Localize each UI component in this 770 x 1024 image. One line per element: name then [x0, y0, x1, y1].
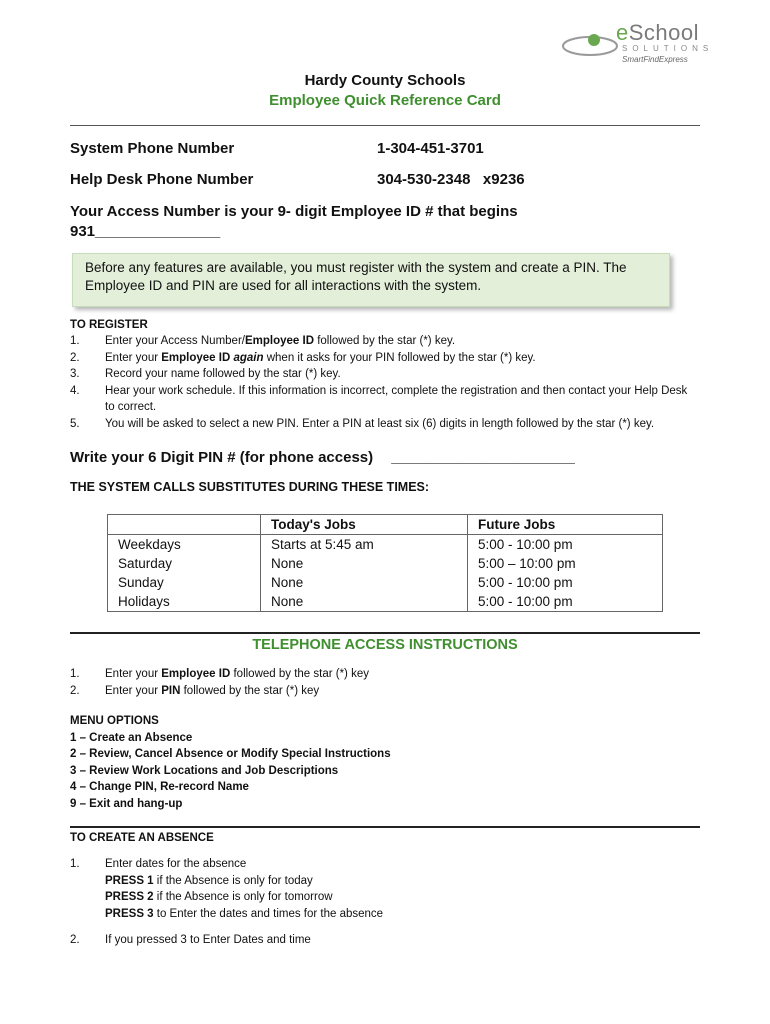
system-phone-label: System Phone Number	[70, 140, 235, 157]
section-divider	[70, 826, 700, 828]
logo-sub: SOLUTIONS	[622, 44, 714, 53]
table-header-row	[108, 515, 663, 535]
list-item: 2. Enter your PIN followed by the star (*) key	[70, 684, 320, 697]
table-header-cell	[108, 515, 261, 535]
table-header-cell: Today's Jobs	[261, 515, 468, 535]
list-item: 1. Enter your Access Number/Employee ID followed by the star (*) key.	[70, 335, 456, 347]
access-number-note: Your Access Number is your 9- digit Employee ID # that begins 931_______________	[70, 203, 518, 240]
divider	[70, 125, 700, 126]
menu-item: 2 – Review, Cancel Absence or Modify Special Instructions	[70, 748, 391, 760]
table-row	[108, 535, 663, 612]
calls-heading: THE SYSTEM CALLS SUBSTITUTES DURING THESE TIMES:	[70, 480, 430, 494]
press-option: PRESS 1 if the Absence is only for today	[105, 874, 313, 887]
pin-blank: ______________________	[391, 449, 575, 466]
telephone-steps	[70, 666, 670, 699]
register-callout	[72, 253, 670, 307]
day-cell: Weekdays Saturday Sunday Holidays	[108, 535, 261, 612]
menu-item: 1 – Create an Absence	[70, 731, 193, 744]
logo-brand: eSchool	[616, 20, 700, 45]
callout-text: Before any features are available, you must register with the system and create a PIN. The Employee ID and PIN are used for all interactions with the system.	[85, 260, 627, 293]
menu-item: 3 – Review Work Locations and Job Descriptions	[70, 764, 339, 777]
org-name: Hardy County Schools	[304, 72, 466, 89]
list-item: 4. Hear your work schedule. If this information is incorrect, complete the registration and then contact your Help Desk to correct.	[70, 384, 688, 413]
logo-swoosh-icon	[560, 24, 620, 64]
section-divider	[70, 632, 700, 634]
press-option: PRESS 3 to Enter the dates and times for the absence	[105, 907, 384, 920]
table-header-cell: Future Jobs	[468, 515, 663, 535]
list-item: 2. Enter your Employee ID again when it asks for your PIN followed by the star (*) key.	[70, 351, 536, 364]
absence-step-2: 2. If you pressed 3 to Enter Dates and time	[70, 934, 311, 946]
menu-heading: MENU OPTIONS	[70, 715, 159, 727]
pin-line	[70, 449, 575, 466]
register-heading: TO REGISTER	[70, 319, 148, 331]
menu-item: 9 – Exit and hang-up	[70, 797, 183, 810]
card-title: Employee Quick Reference Card	[269, 92, 501, 109]
logo-product: SmartFindExpress	[622, 55, 688, 64]
absence-heading: TO CREATE AN ABSENCE	[70, 832, 214, 844]
today-cell: Starts at 5:45 am None None None	[261, 535, 468, 612]
schedule-table	[107, 514, 663, 612]
list-item: 3. Record your name followed by the star (*) key.	[70, 368, 341, 380]
pin-label: Write your 6 Digit PIN # (for phone access)	[70, 449, 374, 466]
helpdesk-phone-value: 304-530-2348 x9236	[377, 171, 525, 188]
system-phone-value: 1-304-451-3701	[377, 140, 484, 157]
telephone-heading: TELEPHONE ACCESS INSTRUCTIONS	[252, 637, 518, 653]
helpdesk-phone-label: Help Desk Phone Number	[70, 171, 254, 188]
absence-step-1: 1. Enter dates for the absence PRESS 1 if the Absence is only for today PRESS 2 if the Absence is only for tomorrow PRESS 3 to Enter the dates and times for the absence	[70, 856, 670, 922]
future-cell: 5:00 - 10:00 pm 5:00 – 10:00 pm 5:00 - 10:00 pm 5:00 - 10:00 pm	[468, 535, 663, 612]
list-item: 5. You will be asked to select a new PIN. Enter a PIN at least six (6) digits in length followed by the star (*) key.	[70, 417, 655, 430]
press-option: PRESS 2 if the Absence is only for tomorrow	[105, 891, 333, 903]
eschool-logo	[560, 20, 725, 70]
list-item: 1. Enter your Employee ID followed by the star (*) key	[70, 668, 369, 680]
menu-options	[70, 713, 391, 812]
menu-item: 4 – Change PIN, Re-record Name	[70, 781, 249, 793]
register-steps	[70, 333, 695, 432]
